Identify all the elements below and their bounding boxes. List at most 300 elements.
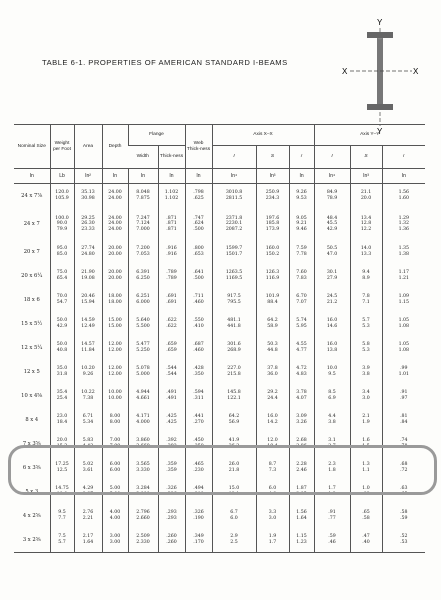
cell-value: 1263.5 xyxy=(225,270,243,276)
cell-value: 250.9 xyxy=(265,190,280,196)
cell-value: .326 xyxy=(166,492,177,497)
cell-value: 30.98 xyxy=(81,196,95,201)
cell-value: 20.0 xyxy=(360,196,372,201)
cell-value: 3.860 xyxy=(136,438,150,444)
table-cell xyxy=(50,208,74,240)
cell-value: .97 xyxy=(400,396,408,401)
cell-value: 3.284 xyxy=(136,486,150,492)
cell-value: 12.2 xyxy=(360,226,372,232)
table-cell xyxy=(128,336,158,360)
axis-label-y-top: Y xyxy=(377,18,383,27)
cell-value: 1.15 xyxy=(296,534,307,540)
cell-value: 95.0 xyxy=(56,246,68,252)
table-cell xyxy=(50,312,74,336)
cell-value: 215.8 xyxy=(227,372,241,377)
cell-value: 23.0 xyxy=(56,414,68,420)
cell-value: 10.0 xyxy=(56,492,68,497)
table-cell xyxy=(350,208,382,240)
cell-value: 7.053 xyxy=(136,252,150,257)
table-row xyxy=(14,528,425,553)
cell-value: 79.9 xyxy=(56,226,68,232)
table-cell xyxy=(314,408,350,432)
cell-value: .77 xyxy=(328,516,336,521)
cell-value: 1599.7 xyxy=(225,246,243,252)
cell-value: .625 xyxy=(193,196,204,201)
cell-value: 7.3 xyxy=(268,468,277,473)
table-cell xyxy=(289,360,314,384)
table-cell xyxy=(102,208,128,240)
cell-value: .210 xyxy=(193,492,204,497)
nominal-size-cell: 10 x 4⅝ xyxy=(21,392,43,399)
table-cell xyxy=(350,336,382,360)
table-cell xyxy=(102,184,128,209)
cell-value: 4.55 xyxy=(296,342,307,348)
cell-value: 36.2 xyxy=(228,444,240,449)
cell-value: 2.509 xyxy=(136,534,150,540)
cell-value: 29.25 xyxy=(81,215,95,221)
cell-value: 5.640 xyxy=(136,318,150,324)
cell-value: 12.5 xyxy=(56,468,68,473)
cell-value: .622 xyxy=(166,318,177,324)
table-cell xyxy=(102,408,128,432)
cell-value: 1.17 xyxy=(398,270,410,276)
cell-value: 7.60 xyxy=(296,270,307,276)
cell-value: 12.8 xyxy=(360,221,372,227)
cell-value: .641 xyxy=(193,270,204,276)
axis-label-x-left: X xyxy=(342,67,348,76)
cell-value: .78 xyxy=(400,444,408,449)
cell-value: 24.00 xyxy=(108,196,122,201)
table-cell xyxy=(350,288,382,312)
cell-value: .392 xyxy=(166,444,177,449)
cell-value: 40.8 xyxy=(56,348,68,353)
cell-value: 3.1 xyxy=(328,438,336,444)
nominal-size-cell: 3 x 2⅜ xyxy=(22,536,41,543)
cell-value: .72 xyxy=(400,468,408,473)
table-cell xyxy=(185,240,212,264)
table-cell xyxy=(289,336,314,360)
cell-value: 5.477 xyxy=(136,342,150,348)
table-row xyxy=(14,384,425,408)
cell-value: 4.00 xyxy=(109,516,121,521)
cell-value: .871 xyxy=(166,226,177,232)
cell-value: .59 xyxy=(328,534,336,540)
cell-value: 3.8 xyxy=(362,372,370,377)
cell-value: 7.00 xyxy=(109,444,121,449)
table-cell xyxy=(314,264,350,288)
cell-value: 64.2 xyxy=(228,414,240,420)
cell-value: 17.25 xyxy=(55,462,69,468)
cell-value: 3.09 xyxy=(296,414,307,420)
cell-value: 5.74 xyxy=(296,318,307,324)
table-cell xyxy=(74,384,102,408)
table-cell xyxy=(256,384,289,408)
cell-value: 5.078 xyxy=(136,366,150,372)
cell-value: 84.9 xyxy=(326,190,338,196)
table-row xyxy=(14,184,425,209)
table-cell xyxy=(256,264,289,288)
cell-value: 27.74 xyxy=(81,246,95,252)
cell-value: 14.59 xyxy=(81,318,95,324)
cell-value: .747 xyxy=(193,215,204,221)
cell-value: .441 xyxy=(193,414,204,420)
table-cell xyxy=(102,336,128,360)
cell-value: 1.102 xyxy=(164,190,179,196)
table-cell xyxy=(350,504,382,528)
table-cell xyxy=(212,288,256,312)
unit-cell: In xyxy=(128,169,158,184)
cell-value: 6.250 xyxy=(136,276,150,281)
cell-value: .46 xyxy=(328,540,336,545)
unit-cell: In³ xyxy=(350,169,382,184)
cell-value: 5.3 xyxy=(362,324,370,329)
table-row xyxy=(14,240,425,264)
header-flange: Flange xyxy=(128,125,185,146)
cell-value: 50.3 xyxy=(267,342,278,348)
cell-value: .40 xyxy=(362,540,370,545)
cell-value: 9.5 xyxy=(58,510,66,516)
cell-value: 9.05 xyxy=(296,215,307,221)
cell-value: 8.7 xyxy=(268,462,277,468)
cell-value: 64.2 xyxy=(267,318,278,324)
cell-value: 1.36 xyxy=(398,226,410,232)
table-cell xyxy=(158,312,185,336)
cell-value: .659 xyxy=(166,342,177,348)
table-cell xyxy=(102,528,128,553)
i-beam-cross-section-diagram xyxy=(336,16,424,136)
cell-value: 14.57 xyxy=(81,342,95,348)
table-cell xyxy=(314,288,350,312)
cell-value: 122.1 xyxy=(227,396,241,401)
cell-value: 2.21 xyxy=(82,516,94,521)
cell-value: .91 xyxy=(328,510,336,516)
table-cell xyxy=(158,528,185,553)
cell-value: 21.8 xyxy=(228,468,240,473)
cell-value: .550 xyxy=(193,318,204,324)
cell-value: 2.76 xyxy=(82,510,94,516)
cell-value: 7.07 xyxy=(296,300,307,305)
cell-value: 1.15 xyxy=(398,300,410,305)
cell-value: 8.048 xyxy=(136,190,150,196)
cell-value: .491 xyxy=(166,390,177,396)
cell-value: 3.0 xyxy=(268,516,277,521)
cell-value: 3.660 xyxy=(136,444,150,449)
table-title: TABLE 6-1. PROPERTIES OF AMERICAN STANDARD I-BEAMS xyxy=(42,58,288,67)
cell-value: 4.07 xyxy=(296,396,307,401)
cell-value: 5.95 xyxy=(296,324,307,329)
table-cell xyxy=(256,528,289,553)
cell-value: 2811.5 xyxy=(225,196,243,201)
cell-value: .789 xyxy=(166,276,177,281)
table-cell xyxy=(350,264,382,288)
cell-value: 8.00 xyxy=(109,414,121,420)
table-cell xyxy=(50,504,74,528)
cell-value: 3.565 xyxy=(136,462,150,468)
table-cell xyxy=(382,528,425,553)
cell-value: 27.9 xyxy=(326,276,338,281)
nominal-size-cell: 5 x 3 xyxy=(25,488,39,495)
nominal-size-cell: 18 x 6 xyxy=(23,296,40,303)
table-cell xyxy=(314,240,350,264)
cell-value: 30.1 xyxy=(326,270,338,276)
cell-value: .81 xyxy=(400,414,408,420)
cell-value: 1501.7 xyxy=(225,252,243,257)
cell-value: 24.4 xyxy=(267,396,278,401)
header-yy-s: S xyxy=(350,146,382,169)
table-cell xyxy=(185,312,212,336)
table-cell xyxy=(74,288,102,312)
cell-value: 9.26 xyxy=(296,190,307,196)
cell-value: 4.72 xyxy=(296,366,307,372)
cell-value: .350 xyxy=(193,372,204,377)
cell-value: .260 xyxy=(166,540,177,545)
table-cell xyxy=(158,408,185,432)
cell-value: 5.500 xyxy=(136,324,150,329)
cell-value: 5.7 xyxy=(362,318,370,324)
cell-value: 160.0 xyxy=(265,246,280,252)
table-cell xyxy=(314,528,350,553)
cell-value: 47.0 xyxy=(326,252,338,257)
cell-value: 20.46 xyxy=(81,294,95,300)
cell-value: 9.26 xyxy=(82,372,94,377)
table-cell xyxy=(128,312,158,336)
table-cell xyxy=(185,528,212,553)
cell-value: .465 xyxy=(193,462,204,468)
cell-value: 3.8 xyxy=(328,420,336,425)
cell-value: 50.0 xyxy=(56,342,68,348)
header-area: Area xyxy=(74,125,102,169)
cell-value: 14.6 xyxy=(326,324,338,329)
cell-value: 1.7 xyxy=(328,486,336,492)
cell-value: 1.35 xyxy=(398,246,410,252)
table-cell xyxy=(158,264,185,288)
table-row xyxy=(14,504,425,528)
cell-value: .326 xyxy=(193,510,204,516)
cell-value: .460 xyxy=(193,348,204,353)
table-cell xyxy=(102,264,128,288)
cell-value: 35.4 xyxy=(56,390,68,396)
cell-value: .916 xyxy=(166,252,177,257)
cell-value: 1.38 xyxy=(398,252,410,257)
cell-value: 12.00 xyxy=(108,366,122,372)
cell-value: 145.8 xyxy=(227,390,241,396)
cell-value: 6.00 xyxy=(109,462,121,468)
cell-value: 18.00 xyxy=(108,300,122,305)
table-cell xyxy=(350,184,382,209)
cell-value: .624 xyxy=(193,221,204,227)
cell-value: .99 xyxy=(400,366,408,372)
cell-value: 2.330 xyxy=(136,540,150,545)
table-cell xyxy=(185,360,212,384)
cell-value: 4.43 xyxy=(82,444,94,449)
cell-value: 7.78 xyxy=(296,252,307,257)
cell-value: 481.1 xyxy=(227,318,241,324)
table-cell xyxy=(289,184,314,209)
cell-value: 42.9 xyxy=(326,226,338,232)
table-cell xyxy=(350,240,382,264)
table-cell xyxy=(212,240,256,264)
table-cell xyxy=(289,208,314,240)
table-cell xyxy=(256,184,289,209)
cell-value: 1.64 xyxy=(82,540,94,545)
table-cell xyxy=(128,240,158,264)
table-cell xyxy=(128,504,158,528)
unit-cell: In xyxy=(289,169,314,184)
cell-value: 9.4 xyxy=(362,270,370,276)
cell-value: 3.26 xyxy=(296,420,307,425)
cell-value: 1.64 xyxy=(296,516,307,521)
cell-value: .460 xyxy=(193,300,204,305)
cell-value: .653 xyxy=(193,252,204,257)
cell-value: 35.13 xyxy=(81,190,95,196)
cell-value: 21.90 xyxy=(81,270,95,276)
cell-value: 4.171 xyxy=(136,414,150,420)
table-cell xyxy=(314,336,350,360)
cell-value: 185.8 xyxy=(265,221,280,227)
header-xx-s: S xyxy=(256,146,289,169)
cell-value: 88.4 xyxy=(267,300,278,305)
cell-value: 13.3 xyxy=(360,252,372,257)
cell-value: 10.00 xyxy=(108,396,122,401)
table-cell xyxy=(128,360,158,384)
cell-value: 6.0 xyxy=(268,486,277,492)
cell-value: 15.00 xyxy=(108,324,122,329)
table-cell xyxy=(50,336,74,360)
cell-value: 4.661 xyxy=(136,396,150,401)
header-axis-xx: Axis X–X xyxy=(212,125,314,146)
cell-value: .190 xyxy=(193,516,204,521)
cell-value: 7.124 xyxy=(136,221,150,227)
table-cell xyxy=(314,208,350,240)
table-row xyxy=(14,312,425,336)
cell-value: 101.9 xyxy=(265,294,280,300)
nominal-size-cell: 12 x 5¼ xyxy=(21,344,43,351)
cell-value: 85.0 xyxy=(56,252,68,257)
cell-value: 16.0 xyxy=(326,342,338,348)
cell-value: 12.00 xyxy=(108,342,122,348)
cell-value: 441.8 xyxy=(227,324,241,329)
cell-value: .659 xyxy=(166,348,177,353)
table-cell xyxy=(74,528,102,553)
cell-value: 24.00 xyxy=(108,215,122,221)
cell-value: .691 xyxy=(166,294,177,300)
cell-value: 1.7 xyxy=(268,540,277,545)
table-cell xyxy=(158,504,185,528)
table-cell xyxy=(128,408,158,432)
cell-value: 2087.2 xyxy=(225,226,243,232)
table-cell xyxy=(102,384,128,408)
cell-value: 7.1 xyxy=(362,300,370,305)
cell-value: 20.00 xyxy=(108,270,122,276)
cell-value: 20.00 xyxy=(108,276,122,281)
cell-value: 1.21 xyxy=(398,276,410,281)
header-depth: Depth xyxy=(102,125,128,169)
cell-value: 15.00 xyxy=(108,318,122,324)
cell-value: 268.9 xyxy=(227,348,241,353)
cell-value: 90.0 xyxy=(56,221,68,227)
cell-value: .230 xyxy=(193,468,204,473)
cell-value: 3.3 xyxy=(268,510,277,516)
cell-value: 4.77 xyxy=(296,348,307,353)
cell-value: 1.87 xyxy=(296,486,307,492)
header-axis-yy: Axis Y–Y xyxy=(314,125,425,146)
cell-value: 1.56 xyxy=(398,190,410,196)
cell-value: 50.5 xyxy=(326,246,338,252)
cell-value: 795.5 xyxy=(227,300,241,305)
table-cell xyxy=(289,288,314,312)
cell-value: 12.00 xyxy=(108,348,122,353)
table-cell xyxy=(314,184,350,209)
table-cell xyxy=(158,208,185,240)
cell-value: 54.7 xyxy=(56,300,68,305)
cell-value: 4.8 xyxy=(268,492,277,497)
cell-value: 2.46 xyxy=(296,468,307,473)
cell-value: .425 xyxy=(166,414,177,420)
cell-value: .58 xyxy=(362,516,370,521)
table-cell xyxy=(212,208,256,240)
cell-value: 36.0 xyxy=(267,372,278,377)
cell-value: 2.3 xyxy=(328,462,336,468)
cell-value: 3.61 xyxy=(82,468,94,473)
table-cell xyxy=(74,264,102,288)
table-row xyxy=(14,208,425,240)
table-cell xyxy=(289,504,314,528)
cell-value: 24.00 xyxy=(108,190,122,196)
cell-value: 15.0 xyxy=(228,486,240,492)
cell-value: .270 xyxy=(193,420,204,425)
cell-value: .711 xyxy=(193,294,204,300)
cell-value: 18.4 xyxy=(56,420,68,425)
header-yy-r: r xyxy=(382,146,425,169)
table-cell xyxy=(158,336,185,360)
nominal-size-cell: 12 x 5 xyxy=(23,368,40,375)
cell-value: 24.00 xyxy=(108,221,122,227)
table-cell xyxy=(212,184,256,209)
cell-value: .359 xyxy=(166,462,177,468)
cell-value: .544 xyxy=(166,372,177,377)
table-cell xyxy=(185,264,212,288)
cell-value: 58.9 xyxy=(267,324,278,329)
highlight-ellipse-8x4-row xyxy=(8,445,437,495)
cell-value: .425 xyxy=(166,420,177,425)
cell-value: 3.00 xyxy=(109,534,121,540)
cell-value: 6.251 xyxy=(136,294,150,300)
table-cell xyxy=(314,312,350,336)
table-cell xyxy=(212,384,256,408)
cell-value: 1.09 xyxy=(398,294,410,300)
table-row xyxy=(14,336,425,360)
cell-value: 65.4 xyxy=(56,276,68,281)
unit-cell: In xyxy=(102,169,128,184)
cell-value: 4.00 xyxy=(109,510,121,516)
cell-value: 5.250 xyxy=(136,348,150,353)
cell-value: 120.0 xyxy=(55,190,69,196)
table-cell xyxy=(382,312,425,336)
table-cell xyxy=(350,360,382,384)
cell-value: 8.5 xyxy=(328,390,336,396)
cell-value: 105.9 xyxy=(55,196,69,201)
header-flange-thickness: Thick-ness xyxy=(158,146,185,169)
cell-value: 1.102 xyxy=(164,196,179,201)
cell-value: .622 xyxy=(166,324,177,329)
cell-value: 2371.8 xyxy=(225,215,243,221)
cell-value: 2.28 xyxy=(296,462,307,468)
cell-value: .871 xyxy=(166,215,177,221)
cell-value: .65 xyxy=(362,510,370,516)
cell-value: 3.000 xyxy=(136,492,150,497)
cell-value: 12.00 xyxy=(108,372,122,377)
nominal-size-cell: 20 x 6¼ xyxy=(21,272,43,279)
